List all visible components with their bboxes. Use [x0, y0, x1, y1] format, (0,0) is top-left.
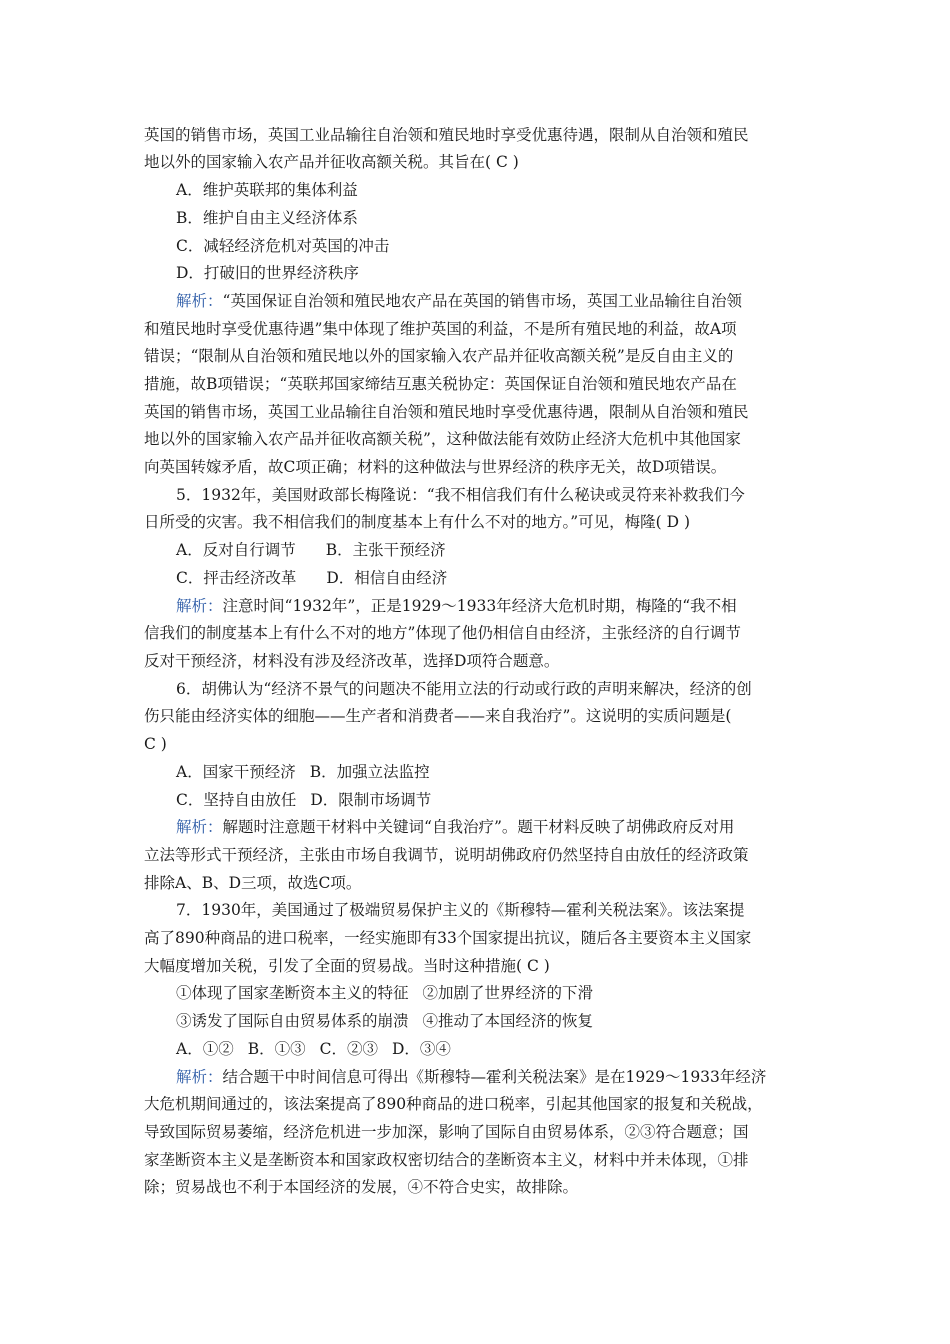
option-c: C．②③ [319, 1040, 378, 1058]
option-d: D．③④ [391, 1040, 451, 1058]
analysis-text: 注意时间“1932年”，正是1929～1933年经济大危机时期，梅隆的“我不相 [222, 597, 737, 615]
options-row [176, 567, 447, 589]
analysis-line: 向英国转嫁矛盾，故C项正确；材料的这种做法与世界经济的秩序无关，故D项错误。 [144, 458, 727, 476]
option-c: C．减轻经济危机对英国的冲击 [176, 237, 390, 255]
analysis-line [176, 595, 737, 617]
question-6-stem: 伤只能由经济实体的细胞——生产者和消费者——来自我治疗”。这说明的实质问题是( [144, 707, 732, 725]
analysis-line [176, 816, 734, 838]
analysis-line: 立法等形式干预经济，主张由市场自我调节，说明胡佛政府仍然坚持自由放任的经济政策 [144, 846, 749, 864]
analysis-line: 措施，故B项错误；“英联邦国家缔结互惠关税协定：英国保证自治领和殖民地农产品在 [144, 375, 737, 393]
statements-row [176, 1010, 593, 1032]
option-d: D．限制市场调节 [310, 791, 432, 809]
analysis-line: 错误；“限制从自治领和殖民地以外的国家输入农产品并征收高额关税”是反自由主义的 [144, 347, 734, 365]
statement-2: ②加剧了世界经济的下滑 [422, 984, 594, 1002]
question-5-stem: 5．1932年，美国财政部长梅隆说：“我不相信我们有什么秘诀或灵符来补救我们今 [176, 486, 745, 504]
question-7-stem: 高了890种商品的进口税率，一经实施即有33个国家提出抗议，随后各主要资本主义国家 [144, 929, 752, 947]
options-row [176, 1038, 451, 1060]
options-row [176, 761, 430, 783]
question-6-stem: 6．胡佛认为“经济不景气的问题决不能用立法的行动或行政的声明来解决，经济的创 [176, 680, 752, 698]
analysis-text: “英国保证自治领和殖民地农产品在英国的销售市场，英国工业品输往自治领 [222, 292, 742, 310]
options-row [176, 789, 431, 811]
analysis-line: 和殖民地时享受优惠待遇”集中体现了维护英国的利益，不是所有殖民地的利益，故A项 [144, 320, 737, 338]
option-a: A．维护英联邦的集体利益 [176, 181, 358, 199]
option-c: C．抨击经济改革 [176, 569, 297, 587]
option-a: A．①② [176, 1040, 234, 1058]
analysis-line: 大危机期间通过的，该法案提高了890种商品的进口税率，引起其他国家的报复和关税战， [144, 1095, 763, 1113]
statements-row [176, 982, 593, 1004]
option-a: A．反对自行调节 [176, 541, 296, 559]
option-d: D．打破旧的世界经济秩序 [176, 264, 359, 282]
analysis-line: 排除A、B、D三项，故选C项。 [144, 874, 362, 892]
option-d: D．相信自由经济 [326, 569, 448, 587]
analysis-line [176, 1066, 766, 1088]
question-6-stem: C ) [144, 735, 167, 753]
analysis-line [176, 290, 742, 312]
statement-1: ①体现了国家垄断资本主义的特征 [176, 984, 409, 1002]
option-b: B．维护自由主义经济体系 [176, 209, 358, 227]
option-b: B．加强立法监控 [309, 763, 430, 781]
analysis-line: 导致国际贸易萎缩，经济危机进一步加深，影响了国际自由贸易体系，②③符合题意；国 [144, 1123, 749, 1141]
analysis-line: 除；贸易战也不利于本国经济的发展，④不符合史实，故排除。 [144, 1178, 579, 1196]
option-a: A．国家干预经济 [176, 763, 296, 781]
analysis-line: 地以外的国家输入农产品并征收高额关税”，这种做法能有效防止经济大危机中其他国家 [144, 430, 741, 448]
option-c: C．坚持自由放任 [176, 791, 297, 809]
question-4-stem-line: 英国的销售市场，英国工业品输往自治领和殖民地时享受优惠待遇，限制从自治领和殖民 [144, 126, 749, 144]
question-7-stem: 大幅度增加关税，引发了全面的贸易战。当时这种措施( C ) [144, 957, 550, 975]
analysis-label: 解析： [176, 1068, 223, 1086]
analysis-text: 解题时注意题干材料中关键词“自我治疗”。题干材料反映了胡佛政府反对用 [222, 818, 735, 836]
question-5-stem: 日所受的灾害。我不相信我们的制度基本上有什么不对的地方。”可见，梅隆( D ) [144, 513, 691, 531]
analysis-line: 英国的销售市场，英国工业品输往自治领和殖民地时享受优惠待遇，限制从自治领和殖民 [144, 403, 749, 421]
option-b: B．①③ [247, 1040, 306, 1058]
analysis-text: 结合题干中时间信息可得出《斯穆特—霍利关税法案》是在1929～1933年经济 [222, 1068, 767, 1086]
analysis-line: 信我们的制度基本上有什么不对的地方”体现了他仍相信自由经济，主张经济的自行调节 [144, 624, 741, 642]
analysis-label: 解析： [176, 597, 223, 615]
analysis-line: 反对干预经济，材料没有涉及经济改革，选择D项符合题意。 [144, 652, 560, 670]
statement-3: ③诱发了国际自由贸易体系的崩溃 [176, 1012, 409, 1030]
analysis-label: 解析： [176, 292, 223, 310]
analysis-label: 解析： [176, 818, 223, 836]
statement-4: ④推动了本国经济的恢复 [422, 1012, 594, 1030]
option-b: B．主张干预经济 [325, 541, 446, 559]
question-4-stem-line: 地以外的国家输入农产品并征收高额关税。其旨在( C ) [144, 153, 519, 171]
analysis-line: 家垄断资本主义是垄断资本和国家政权密切结合的垄断资本主义，材料中并未体现，①排 [144, 1151, 749, 1169]
options-row [176, 539, 446, 561]
question-7-stem: 7．1930年，美国通过了极端贸易保护主义的《斯穆特—霍利关税法案》。该法案提 [176, 901, 745, 919]
